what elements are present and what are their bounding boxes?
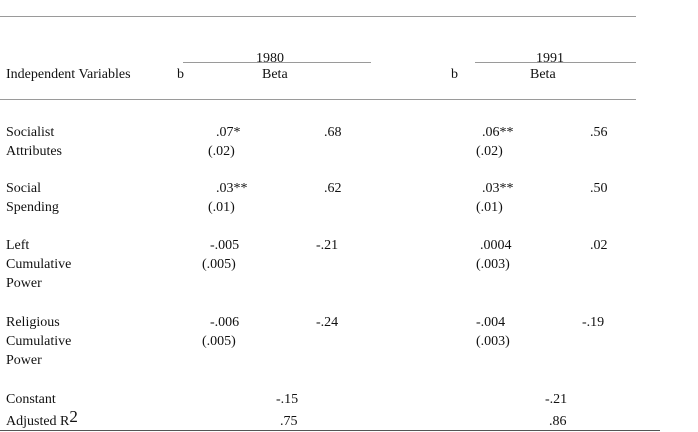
b-header-1980: b [177, 67, 184, 82]
adjusted-r2-superscript: 2 [69, 407, 78, 426]
row-label-line: Socialist [6, 125, 55, 140]
b-1991-value: .03** [482, 181, 514, 196]
b-1991-value: -.004 [476, 315, 506, 330]
row-label-line: Cumulative [6, 257, 72, 272]
b-1980-value: -.005 [210, 238, 240, 253]
row-label-line: Spending [6, 200, 59, 215]
se-1991-value: (.01) [476, 200, 503, 215]
constant-label: Constant [6, 392, 56, 407]
beta-1980-value: .62 [324, 181, 342, 196]
adjusted-r2-text: Adjusted R [6, 414, 70, 429]
b-header-1991: b [451, 67, 458, 82]
beta-1991-value: .56 [590, 125, 608, 140]
b-1980-value: .07* [216, 125, 241, 140]
year-1991-label: 1991 [536, 51, 564, 66]
beta-1980-value: -.21 [316, 238, 339, 253]
adjusted-r2-1991-value: .86 [549, 414, 567, 429]
b-1980-value: -.006 [210, 315, 240, 330]
adjusted-r2-label [6, 407, 78, 430]
row-label-line: Cumulative [6, 334, 72, 349]
header-bottom-rule [0, 99, 636, 100]
row-label-line: Religious [6, 315, 60, 330]
beta-1980-value: -.24 [316, 315, 339, 330]
beta-1991-value: .02 [590, 238, 608, 253]
se-1991-value: (.003) [476, 257, 510, 272]
independent-variables-header: Independent Variables [6, 67, 131, 82]
beta-1991-value: .50 [590, 181, 608, 196]
constant-1980-value: -.15 [276, 392, 299, 407]
top-rule [0, 16, 636, 17]
se-1980-value: (.01) [208, 200, 235, 215]
b-1980-value: .03** [216, 181, 248, 196]
se-1980-value: (.005) [202, 334, 236, 349]
row-label-line: Attributes [6, 144, 62, 159]
year-1980-label: 1980 [256, 51, 284, 66]
se-1991-value: (.003) [476, 334, 510, 349]
se-1980-value: (.02) [208, 144, 235, 159]
b-1991-value: .06** [482, 125, 514, 140]
beta-1980-value: .68 [324, 125, 342, 140]
constant-1991-value: -.21 [545, 392, 568, 407]
row-label-line: Left [6, 238, 30, 253]
se-1980-value: (.005) [202, 257, 236, 272]
adjusted-r2-1980-value: .75 [280, 414, 298, 429]
b-1991-value: .0004 [480, 238, 512, 253]
row-label-line: Social [6, 181, 41, 196]
beta-header-1991: Beta [530, 67, 556, 82]
row-label-line: Power [6, 276, 42, 291]
beta-1991-value: -.19 [582, 315, 605, 330]
beta-header-1980: Beta [262, 67, 288, 82]
row-label-line: Power [6, 353, 42, 368]
se-1991-value: (.02) [476, 144, 503, 159]
bottom-rule [0, 430, 660, 431]
